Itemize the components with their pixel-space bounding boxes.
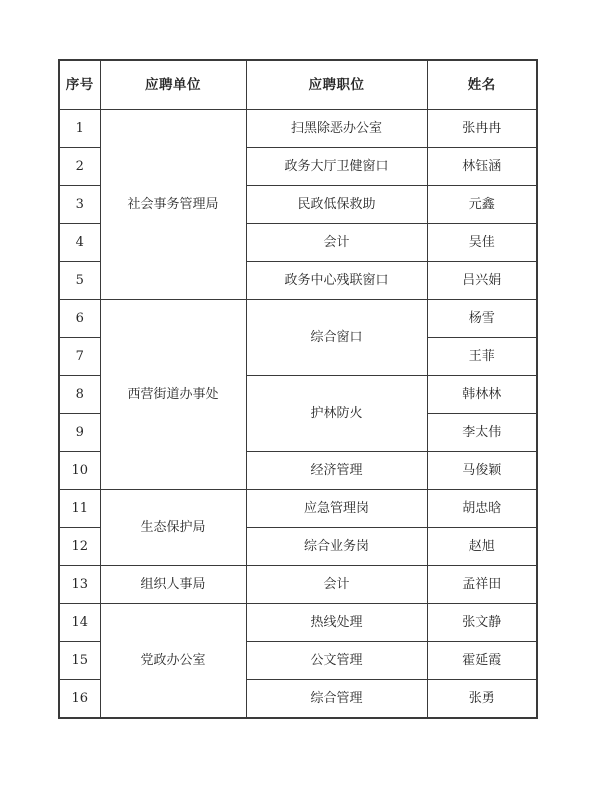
table-row <box>59 604 537 642</box>
name-cell: 孟祥田 <box>427 566 537 604</box>
unit-cell: 党政办公室 <box>100 604 246 719</box>
name-cell: 王菲 <box>427 338 537 376</box>
position-cell: 会计 <box>246 566 427 604</box>
name-cell: 李太伟 <box>427 414 537 452</box>
no-cell: 11 <box>59 490 100 528</box>
no-cell: 4 <box>59 224 100 262</box>
no-cell: 1 <box>59 110 100 148</box>
name-cell: 胡忠晗 <box>427 490 537 528</box>
name-cell: 马俊颖 <box>427 452 537 490</box>
name-cell: 张文静 <box>427 604 537 642</box>
table-row <box>59 566 537 604</box>
name-cell: 张勇 <box>427 680 537 719</box>
no-cell: 8 <box>59 376 100 414</box>
name-cell: 吕兴娟 <box>427 262 537 300</box>
unit-cell: 西营街道办事处 <box>100 300 246 490</box>
unit-cell: 组织人事局 <box>100 566 246 604</box>
position-cell: 政务大厅卫健窗口 <box>246 148 427 186</box>
header-unit: 应聘单位 <box>100 60 246 110</box>
name-cell: 吴佳 <box>427 224 537 262</box>
position-cell: 综合管理 <box>246 680 427 719</box>
position-cell: 热线处理 <box>246 604 427 642</box>
header-position: 应聘职位 <box>246 60 427 110</box>
table-row <box>59 490 537 528</box>
no-cell: 9 <box>59 414 100 452</box>
no-cell: 12 <box>59 528 100 566</box>
no-cell: 13 <box>59 566 100 604</box>
unit-cell: 社会事务管理局 <box>100 110 246 300</box>
name-cell: 霍延霞 <box>427 642 537 680</box>
header-no: 序号 <box>59 60 100 110</box>
no-cell: 14 <box>59 604 100 642</box>
position-cell: 扫黑除恶办公室 <box>246 110 427 148</box>
position-cell: 综合业务岗 <box>246 528 427 566</box>
position-cell: 护林防火 <box>246 376 427 452</box>
name-cell: 赵旭 <box>427 528 537 566</box>
name-cell: 张冉冉 <box>427 110 537 148</box>
name-cell: 杨雪 <box>427 300 537 338</box>
position-cell: 会计 <box>246 224 427 262</box>
table-row <box>59 300 537 338</box>
position-cell: 经济管理 <box>246 452 427 490</box>
recruitment-table <box>58 59 538 719</box>
no-cell: 16 <box>59 680 100 719</box>
header-row <box>59 60 537 110</box>
no-cell: 6 <box>59 300 100 338</box>
position-cell: 政务中心残联窗口 <box>246 262 427 300</box>
no-cell: 10 <box>59 452 100 490</box>
name-cell: 元鑫 <box>427 186 537 224</box>
table-row <box>59 110 537 148</box>
name-cell: 林钰涵 <box>427 148 537 186</box>
unit-cell: 生态保护局 <box>100 490 246 566</box>
position-cell: 公文管理 <box>246 642 427 680</box>
position-cell: 综合窗口 <box>246 300 427 376</box>
no-cell: 7 <box>59 338 100 376</box>
no-cell: 2 <box>59 148 100 186</box>
header-name: 姓名 <box>427 60 537 110</box>
position-cell: 应急管理岗 <box>246 490 427 528</box>
position-cell: 民政低保救助 <box>246 186 427 224</box>
name-cell: 韩林林 <box>427 376 537 414</box>
no-cell: 5 <box>59 262 100 300</box>
no-cell: 3 <box>59 186 100 224</box>
no-cell: 15 <box>59 642 100 680</box>
